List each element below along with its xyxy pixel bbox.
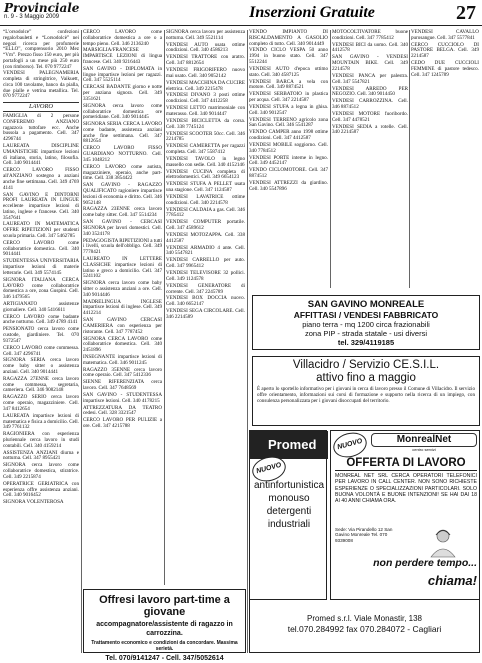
ad-item: VENDESI CAVALLO purosangue. Cell. 347 5577841	[411, 29, 479, 41]
ad-item: SAN GAVINO - CERCASI SIGNORA per lavori domestici. Cell. 340 3524178	[83, 219, 162, 237]
ad-item: SAN GAVINO CERCASI CAMERIERA con esperienza per ristorante. Cell. 347 7787452	[83, 317, 162, 335]
ad-item: SIGNORA ITALIANA CERCA LAVORO come collaboratrice domestica a ore, zona Guspini. Cell. 346 1479565	[3, 276, 79, 300]
villacidro-subtitle: attivo fino a maggio	[316, 372, 416, 384]
issue-date: n. 9 - 3 Maggio 2009	[4, 14, 60, 20]
ad-item: SAN GAVINO - VENDESI MOUNTAIN BIKE. Cell. 349 2214578	[332, 54, 408, 72]
ad-item: VENDESI DIVANO 3 posti ottime condizioni. Cell. 347 4412258	[166, 92, 245, 105]
ad-item: VENDESI AUTO d'epoca ottimo stato. Cell. 340 4587125	[249, 65, 328, 78]
ad-item: LAUREATO IN MATEMATICA OFFRE RIPETIZIONI per studenti scuola primaria. Cell. 347 5462785	[3, 221, 79, 239]
ad-item: RAGAZZA 27ENNE cerca lavoro come commessa, segretaria, cameriera. Cell. 346 9082148	[3, 375, 79, 394]
ad-item: VENDESI AUTO usata ottime condizioni. Cell. 340 4586213	[166, 41, 245, 54]
ad-item: SAN GAVINO - DIPLOMATA in lingue impartisce lezioni per ragazzi. Cell. 347 5525114	[83, 65, 162, 84]
ad-item: ATTREZZATURA DA TEATRO cedesi. Cell. 328 3321547	[83, 404, 162, 417]
ad-item: CERCO LAVORO PER PULIZIE a ore. Cell. 347 4215788	[83, 417, 162, 430]
property-headline: AFFITTASI / VENDESI FABBRICATO	[293, 310, 439, 320]
ad-item: VENDESI MOTOZAPPA. Cell. 338 4412587	[166, 232, 245, 244]
ad-item: LAUREATA DISCIPLINE UMANISTICHE impartisce lezioni di italiano, storia, latino, filosofia. Cell. 340 9014441	[3, 143, 79, 167]
ad-item: LAUREATA impartisce lezioni di matematica e fisica a domicilio. Cell. 349 7761132	[3, 412, 79, 431]
property-zone: zona PIP - strada statale - usi diversi	[305, 329, 427, 338]
ad-item: SAN GAVINO E DINTORNI PROFI LAUREATA IN LINGUE eccellente impartisce lezioni di latino, inglese e francese. Cell. 340 3547641	[3, 191, 79, 221]
ad-item: CERCO LAVORO FISSO GUARDIANO NOTTURNO. Cell. 345 1048212	[83, 145, 162, 163]
ad-item: PEDAGOGISTA RIPETIZIONI a tutti i livelli, scuola dell'obbligo. Cell. 349 7778421	[83, 237, 162, 256]
page-number: 27	[456, 2, 476, 24]
ad-item: VENDESI SEDIA a rotelle. Cell. 340 2214587	[332, 123, 408, 136]
ad-item: VENDESI LETTO matrimoniale con materasso. Cell. 340 9014447	[166, 105, 245, 117]
ad-item: VENDESI SEGA CIRCOLARE. Cell. 346 2214589	[166, 308, 245, 320]
column-divider	[164, 30, 165, 585]
ad-item: VENDESI STUFA A PELLET usata una stagione. Cell. 347 1124587	[166, 181, 245, 193]
ad-item: ASSISTENZA ANZIANI diurna e notturna. Cell. 347 8955421	[3, 449, 79, 462]
nuovo-badge: NUOVO	[249, 453, 288, 485]
ad-item: FAMIGLIA di 2 persone CONFEREMO ANZIANO ragazzo/a tuttofare ecc. Anche bussola a pagamento. Cell. 347 4296744	[3, 113, 79, 143]
ad-item: VENDESI LAVATRICE ottime condizioni. Cell. 340 2214578	[166, 193, 245, 206]
column-divider	[81, 30, 82, 653]
ad-item: VENDESI GENERATORE di corrente. Cell. 347 2245789	[166, 282, 245, 295]
monrealnet-tagline: non perdere tempo...	[373, 557, 477, 569]
nuovo-badge: NUOVO	[330, 429, 369, 461]
ads-column-3	[166, 30, 245, 585]
promed-logo: Promed	[250, 431, 328, 459]
ads-column-4	[249, 30, 328, 288]
ads-column-6	[411, 30, 479, 288]
promed-products: antinfortunistica monouso detergenti industriali	[253, 480, 325, 530]
ad-item: VENDESI BOX DOCCIA nuovo. Cell. 340 6652147	[166, 295, 245, 308]
ad-item: OPERATRICE GERIATRICA con esperienza offre assistenza anziani. Cell. 340 9016452	[3, 480, 79, 499]
ad-item: VENDESI COMPUTER portatile. Cell. 347 4589612	[166, 219, 245, 232]
ad-item: CERCO LAVORO come autista, magazziniere, operaio, anche part-time. Cell. 338 3854422	[83, 163, 162, 182]
ad-item: MOTOCOLTIVATORE buone condizioni. Cell. 347 7785412	[332, 29, 408, 41]
promed-ad	[249, 430, 327, 600]
ad-item: VENDESI TRATTORE con aratro. Cell. 347 8812654	[166, 54, 245, 67]
ad-item: VENDESI BICI da uomo. Cell. 340 4412578	[332, 41, 408, 54]
monrealnet-ad	[330, 430, 480, 600]
ad-item: VENDESI STUFA a legna in ghisa. Cell. 340 9012547	[249, 103, 328, 116]
property-ad-box	[252, 295, 480, 350]
ad-item: VENDESI ARREDO PER NEGOZIO. Cell. 340 9014450	[332, 85, 408, 98]
property-details: piano terra - mq 1200 circa frazionabili	[302, 320, 430, 329]
call-center-figure-icon	[413, 527, 473, 557]
ad-item: RAGIONIERA con esperienza pluriennale cerca lavoro in studi contabili. Cell. 340 4159214	[3, 431, 79, 449]
property-phone: tel. 329/4119185	[337, 338, 395, 347]
ad-item: VENDESI BARCA a vela con motore. Cell. 349 8874521	[249, 78, 328, 91]
property-location: SAN GAVINO MONREALE	[307, 299, 425, 310]
monrealnet-subtitle: centro servizi	[412, 447, 436, 452]
ad-item: VENDESI SERBATOIO in plastica per acqua. Cell. 347 2214587	[249, 91, 328, 103]
ad-item: VENDESI ATTREZZI da giardino. Cell. 340 5547896	[249, 180, 328, 192]
job-offer-terms: Trattamento economico e condizioni da concordare. Massima serietà.	[91, 640, 238, 652]
job-offer-title: Offresi lavoro part-time a giovane	[99, 594, 230, 618]
ad-item: RAGAZZA 23ENNE cerca lavoro come baby sitter. Cell. 347 5514234	[83, 206, 162, 219]
ad-item: RAGAZZO 35ENNE cerca lavoro come operaio. Cell. 347 5412336	[83, 366, 162, 379]
ad-item: SIGNORA VOLENTEROSA	[3, 499, 64, 506]
section-title: Inserzioni Gratuite	[249, 4, 375, 21]
ad-item: VENDESI TELEVISORE 32 pollici. Cell. 349 1124578	[166, 270, 245, 282]
ad-item: CERCO LAVORO come collaboratrice domestica. Cell. 340 9014441	[3, 239, 79, 258]
ad-item: VENDESI TERRENO agricolo zona San Gavino. Cell. 346 5541287	[249, 116, 328, 129]
ad-item: VENDESI PANCA per palestra. Cell. 347 5547821	[332, 72, 408, 85]
ad-item: VENDESI ARMADIO 4 ante. Cell. 340 5547821	[166, 244, 245, 257]
ad-item: SIGNORA cerca lavoro come collaboratrice domestica ore pomeridiane. Cell. 340 9014445	[83, 102, 162, 121]
newspaper-logo: Provinciale	[4, 1, 80, 15]
villacidro-body: È aperto lo sportello informativo per i giovani in cerca di lavoro presso il Comune di Villacidro. Il servizio offre orientamento, informazioni sui corsi di formazione e supporto nella ricerca di un impiego, con consulenza personalizzata per i giovani disoccupati del territorio.	[257, 386, 475, 404]
ad-item: VENDESI PALEGNAMERIA completa di stringitrice, Vaikuett, circa 100 tavolame, banco da pialla, due pialle e vetrina metallica. Tel. 070 9772247	[3, 70, 79, 100]
column-divider	[330, 30, 331, 288]
ad-item: SIGNORA cerca lavoro per assistenza notturna. Cell. 349 5521114	[166, 29, 245, 41]
ad-item: ARTIGIANATO assistenze giornaliere. Cell. 340 5416611	[3, 300, 79, 313]
ads-column-5	[332, 30, 408, 288]
ad-item: RAGAZZO SERIO cerca lavoro come operaio, magazziniere. Cell. 347 8412654	[3, 394, 79, 412]
ad-item: PENSIONATO cerca lavoro come custode, giardiniere. Tel. 070 9372547	[3, 326, 79, 344]
promed-footer	[249, 600, 480, 653]
ad-item: VENDESI PORTE interne in legno. Cell. 349 4452147	[249, 154, 328, 167]
column-divider	[409, 30, 410, 288]
ad-item: VENDESI MOTORE fuoribordo. Cell. 347 4478521	[332, 110, 408, 123]
promed-phone: tel.070.284992 fax 070.284072 - Cagliari	[287, 624, 442, 634]
ad-item: CERCASI BADANTE giorno e notte per anziana signora. Cell. 349 3351621	[83, 84, 162, 102]
monrealnet-offer-title: OFFERTA DI LAVORO	[335, 457, 477, 471]
category-heading: LAVORO	[3, 102, 79, 112]
ads-column-1	[3, 30, 79, 653]
ad-item: MARSIGLIA/FRANCESE IMPARTISCE LEZIONI di lingua francese. Cell. 340 9216443	[83, 47, 162, 65]
monrealnet-contact: Sede: Via Pirandello 12 San Gavino Monreale Tel. 070 9339008	[335, 527, 393, 543]
monrealnet-call-to-action: chiama!	[427, 573, 477, 588]
ad-item: SIGNORA SERIA cerca lavoro come baby sitter o assistenza anziani. Cell. 340 9014441	[3, 357, 79, 375]
ad-item: STUDENTESSA UNIVERSITARIA impartisce lezioni di materie letterarie. Cell. 349 5574145	[3, 258, 79, 276]
ad-item: “L'orsodolce” confezioni regalo/bauletti e “Lorsodolcè” nei negozi ricerca per profumerie “ELLO”, comprensorio 2010 Mez “Vm”. Prezzo fisso 150 euro, per più portafogli a un mese più 250 euro (con rimborso). Tel. 070 9772247	[3, 29, 79, 70]
ad-item: SAN GAVINO - RAGAZZO QUALIFICATO ragioniere impartisce lezioni di economia e diritto. Cell. 346 9052148	[83, 182, 162, 206]
villacidro-notice-box	[252, 356, 480, 426]
ad-item: CERCO LAVORO come commessa. Cell. 347 4296741	[3, 344, 79, 357]
ad-item: SIGNORA CERCA LAVORO come collaboratrice domestica. Cell. 340 2451896	[83, 335, 162, 353]
ad-item: VENDESI CARRELLO per auto. Cell. 347 9965412	[166, 257, 245, 270]
ad-item: VENDESI SCOOTER 50cc. Cell. 346 2214785	[166, 130, 245, 143]
monrealnet-body: MONREAL NET SRL CERCA OPERATORI TELEFONICI PER LAVORO IN CALL CENTER. NON SONO RICHIESTE ESPERIENZE O SPECIALIZZAZIONI PARTICOLARI. SOLO BUONA VOLONTÀ E BUONE INTENZIONI! SE HAI DAI 18 AI 40 ANNI CHIAMA ORA.	[335, 473, 477, 505]
monrealnet-logo: MonrealNet	[371, 433, 477, 447]
ad-item: VENDESI CALDAIA a gas. Cell. 346 7785412	[166, 206, 245, 219]
ad-item: MADRELINGUA INGLESE impartisce lezioni di inglese. Cell. 349 4412214	[83, 298, 162, 317]
ad-item: VENDESI MOBILE soggiorno. Cell. 340 7784512	[249, 142, 328, 154]
ad-item: CEDO DUE CUCCIOLI FEMMINE di pastore tedesco. Cell. 347 1245789	[411, 60, 479, 78]
ad-item: VENDO CICLOMOTORE. Cell. 347 8874512	[249, 167, 328, 180]
ad-item: VENDESI CAMERETTA per ragazzi completa. Cell. 347 5587412	[166, 143, 245, 155]
ad-item: VENDESI FRIGORIFERO nuovo mai usato. Cell. 340 9052142	[166, 67, 245, 79]
job-offer-description: accompagnatore/assistente di ragazzo in carrozzina.	[96, 621, 233, 637]
ad-item: VENDO CICLO VESPA 50 anno 1994 in buono stato. Cell. 347 5512244	[249, 47, 328, 65]
ad-item: VENDESI MACCHINA DA CUCIRE elettrica. Cell. 349 2215478	[166, 79, 245, 92]
promed-address: Promed s.r.l. Viale Monastir, 138	[306, 614, 423, 623]
ad-item: CERCO LAVORO FISSO all'ANZIANO sostegno a anziani anche fine settimana. Cell. 349 4769 4141	[3, 167, 79, 191]
column-divider	[247, 30, 248, 653]
ad-item: INSEGNANTE impartisce lezioni di matematica. Cell. 346 9011245	[83, 353, 162, 366]
ad-item: LAUREATO IN LETTERE CLASSICHE impartisce lezioni di latino e greco a domicilio. Cell. 347 5241102	[83, 256, 162, 280]
ad-item: SAN GAVINO - STUDENTESSA impartisce lezioni. Cell. 340 4178215	[83, 392, 162, 404]
ad-item: SIGNORA SERIA CERCA LAVORO come badante, assistenza anziani anche fine settimana. Cell. 347 8812654	[83, 121, 162, 145]
ad-item: VENDESI TAVOLO in legno massello con sedie. Cell. 340 4152146	[166, 155, 245, 168]
ad-item: VENDO IMPIANTO DI RISCALDAMENTO A GASOLIO completo di tutto. Cell. 340 9014449	[249, 29, 328, 47]
ad-item: CERCO CUCCIOLO DI PASTORE BELGA. Cell. 349 2214587	[411, 41, 479, 60]
ad-item: CERCO LAVORO come badante anche notturno. Cell. 349 4789 4141	[3, 313, 79, 326]
ad-item: SIENNE RIFERENZIATA cerca lavoro. Cell. 347 7648569	[83, 379, 162, 392]
villacidro-title: Villacidro / Servizio CE.S.I.L.	[292, 359, 440, 371]
job-offer-phone: Tel. 070/9141247 - Cell. 347/5052614	[105, 655, 224, 662]
ad-item: VENDESI BICICLETTA da corsa. Cell. 338 7745124	[166, 117, 245, 130]
ads-column-2	[83, 30, 162, 585]
ad-item: CERCO LAVORO come collaboratrice domestica a ore o a tempo pieno. Cell. 346 2136240	[83, 29, 162, 47]
ad-item: VENDESI CUCINA completa di elettrodomestici. Cell. 349 6654123	[166, 168, 245, 181]
page-header	[0, 0, 482, 26]
job-offer-box	[83, 589, 246, 662]
ad-item: VENDESI CARROZZINA. Cell. 346 8874512	[332, 98, 408, 110]
ad-item: SIGNORA cerca lavoro come collaboratrice domestica, stiratrice. Cell. 349 2215874	[3, 462, 79, 480]
ad-item: VENDO CAMPER anno 1998 ottime condizioni. Cell. 347 4412587	[249, 129, 328, 142]
ad-item: SIGNORA cerca lavoro come baby sitter o assistenza anziani a ore. Cell. 340 9014446	[83, 280, 162, 298]
